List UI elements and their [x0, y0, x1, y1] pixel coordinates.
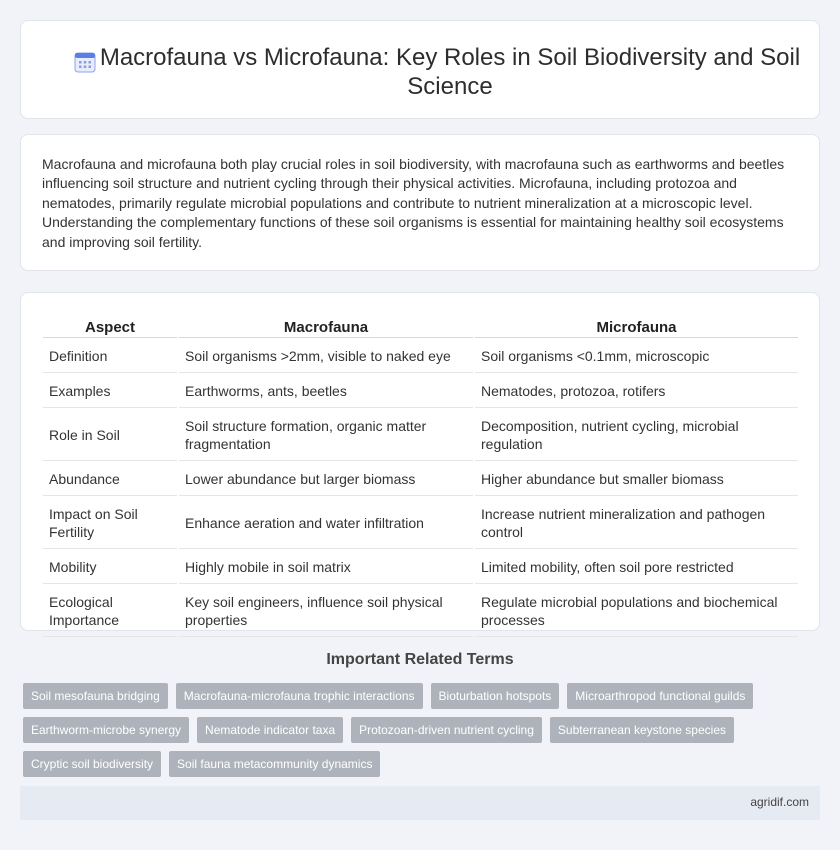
row-microfauna: Decomposition, nutrient cycling, microbial regulation — [475, 410, 798, 461]
row-macrofauna: Lower abundance but larger biomass — [179, 463, 473, 496]
table-row — [43, 375, 798, 408]
related-term-tag[interactable]: Protozoan-driven nutrient cycling — [351, 717, 542, 743]
comparison-table-card — [20, 292, 820, 631]
row-microfauna: Higher abundance but smaller biomass — [475, 463, 798, 496]
related-term-tag[interactable]: Soil fauna metacommunity dynamics — [169, 751, 380, 777]
related-term-tag[interactable]: Cryptic soil biodiversity — [23, 751, 161, 777]
row-aspect: Ecological Importance — [43, 586, 177, 637]
comparison-table — [41, 311, 800, 639]
row-microfauna: Soil organisms <0.1mm, microscopic — [475, 340, 798, 373]
table-row — [43, 340, 798, 373]
footer-site-link[interactable]: agridif.com — [750, 795, 809, 809]
related-terms-heading: Important Related Terms — [326, 651, 514, 668]
table-row — [43, 586, 798, 637]
related-term-tag[interactable]: Soil mesofauna bridging — [23, 683, 168, 709]
row-microfauna: Increase nutrient mineralization and pathogen control — [475, 498, 798, 549]
header-aspect: Aspect — [43, 313, 177, 338]
row-aspect: Impact on Soil Fertility — [43, 498, 177, 549]
related-term-tag[interactable]: Subterranean keystone species — [550, 717, 734, 743]
table-row — [43, 498, 798, 549]
row-microfauna: Limited mobility, often soil pore restricted — [475, 551, 798, 584]
row-aspect: Examples — [43, 375, 177, 408]
row-aspect: Mobility — [43, 551, 177, 584]
row-macrofauna: Soil organisms >2mm, visible to naked eye — [179, 340, 473, 373]
row-macrofauna: Enhance aeration and water infiltration — [179, 498, 473, 549]
header-microfauna: Microfauna — [475, 313, 798, 338]
table-row — [43, 463, 798, 496]
row-macrofauna: Key soil engineers, influence soil physical properties — [179, 586, 473, 637]
row-aspect: Role in Soil — [43, 410, 177, 461]
title-card — [20, 20, 820, 119]
table-row — [43, 410, 798, 461]
row-aspect: Abundance — [43, 463, 177, 496]
related-term-tag[interactable]: Bioturbation hotspots — [431, 683, 560, 709]
row-microfauna: Nematodes, protozoa, rotifers — [475, 375, 798, 408]
page-title: Macrofauna vs Microfauna: Key Roles in Soil Biodiversity and Soil Science — [99, 44, 801, 100]
table-row — [43, 551, 798, 584]
related-term-tag[interactable]: Earthworm-microbe synergy — [23, 717, 189, 743]
row-microfauna: Regulate microbial populations and biochemical processes — [475, 586, 798, 637]
row-macrofauna: Soil structure formation, organic matter fragmentation — [179, 410, 473, 461]
row-aspect: Definition — [43, 340, 177, 373]
row-macrofauna: Highly mobile in soil matrix — [179, 551, 473, 584]
related-term-tag[interactable]: Nematode indicator taxa — [197, 717, 343, 743]
related-terms-list — [23, 683, 813, 777]
related-term-tag[interactable]: Microarthropod functional guilds — [567, 683, 753, 709]
related-term-tag[interactable]: Macrofauna-microfauna trophic interactions — [176, 683, 423, 709]
table-header-row — [43, 313, 798, 338]
header-macrofauna: Macrofauna — [179, 313, 473, 338]
summary-paragraph: Macrofauna and microfauna both play crucial roles in soil biodiversity, with macrofauna such as earthworms and beetles influencing soil structure and nutrient cycling through their physical activities. Microfauna, including protozoa and nematodes, primarily regulate microbial populations and contribute to nutrient mineralization at a microscopic level. Understanding the complementary functions of these soil organisms is essential for maintaining healthy soil ecosystems and improving soil fertility. — [42, 156, 785, 250]
row-macrofauna: Earthworms, ants, beetles — [179, 375, 473, 408]
summary-card — [20, 134, 820, 271]
footer — [20, 786, 820, 820]
